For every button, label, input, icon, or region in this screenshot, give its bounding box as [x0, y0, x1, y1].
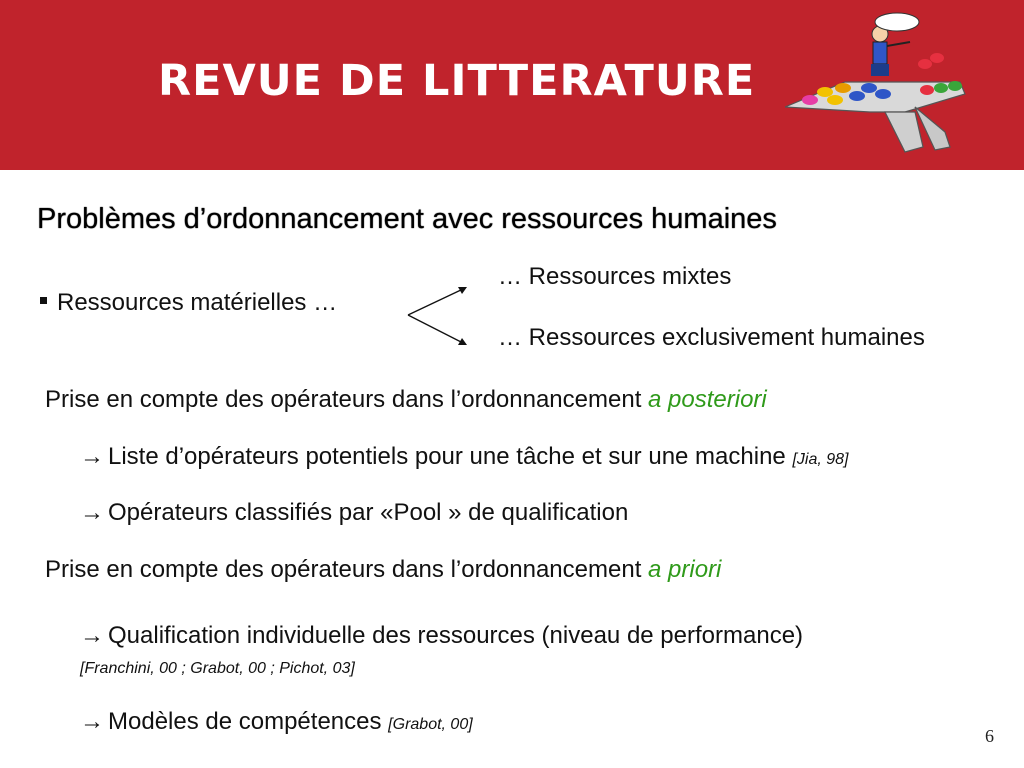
posteriori-item-1 — [80, 443, 848, 471]
human-resources-text: … Ressources exclusivement humaines — [498, 324, 925, 351]
material-resources-text: Ressources matérielles … — [57, 289, 338, 316]
priori-item-2-text: Modèles de compétences — [108, 708, 389, 735]
priori-item-1 — [80, 622, 803, 650]
production-line-illustration — [785, 12, 975, 157]
arrow-right-icon: → — [80, 708, 104, 735]
section-heading: Problèmes d’ordonnancement avec ressources humaines — [37, 203, 777, 235]
slide-title: REVUE DE LITTERATURE — [158, 56, 756, 106]
priori-item-2-citation: [Grabot, 00] — [388, 716, 473, 733]
posteriori-item-1-text: Liste d’opérateurs potentiels pour une tâche et sur une machine — [108, 443, 793, 470]
posteriori-item-2 — [80, 499, 628, 527]
title-banner — [0, 0, 1024, 170]
posteriori-emphasis: a posteriori — [648, 386, 767, 413]
arrow-right-icon: → — [80, 622, 104, 649]
priori-heading — [45, 556, 721, 584]
priori-item-2 — [80, 708, 473, 736]
posteriori-lead: Prise en compte des opérateurs dans l’ordonnancement — [45, 386, 649, 413]
posteriori-item-2-text: Opérateurs classifiés par «Pool » de qualification — [108, 499, 629, 526]
fork-arrows-icon — [405, 283, 475, 348]
page-number: 6 — [985, 726, 994, 746]
posteriori-heading — [45, 386, 767, 414]
square-bullet-icon — [40, 297, 47, 304]
arrow-right-icon: → — [80, 499, 104, 526]
priori-emphasis: a priori — [648, 556, 722, 583]
mixed-resources-text: … Ressources mixtes — [498, 263, 732, 290]
material-resources-line — [40, 289, 337, 317]
posteriori-item-1-citation: [Jia, 98] — [792, 451, 849, 468]
priori-references: [Franchini, 00 ; Grabot, 00 ; Pichot, 03] — [80, 660, 355, 677]
priori-item-1-text: Qualification individuelle des ressources (niveau de performance) — [108, 622, 804, 649]
priori-lead: Prise en compte des opérateurs dans l’ordonnancement — [45, 556, 649, 583]
arrow-right-icon: → — [80, 443, 104, 470]
